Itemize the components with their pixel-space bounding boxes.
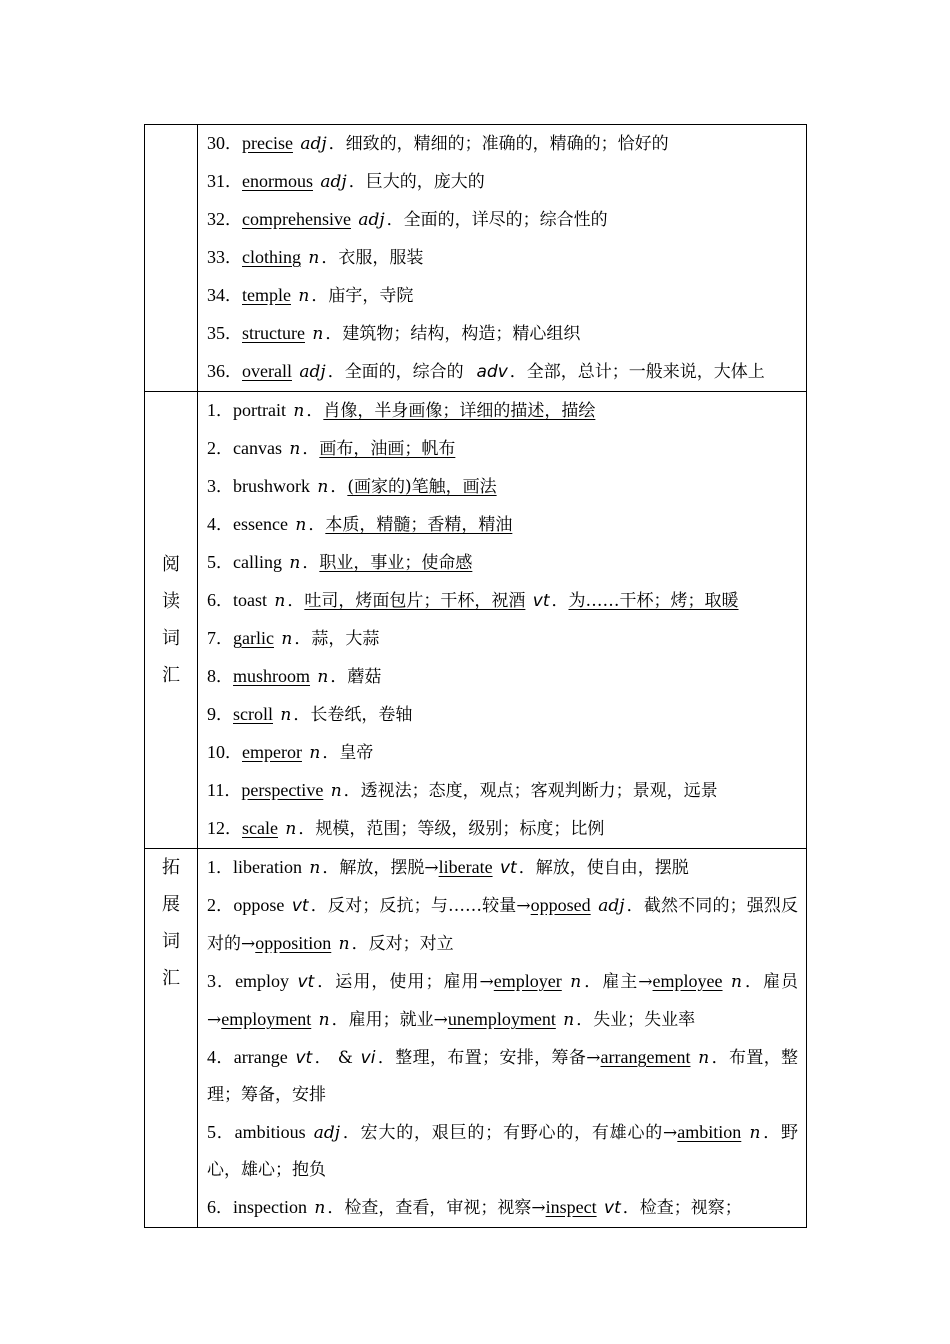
vocab-entry: 12．scale n ．规模，范围；等级，级别；标度；比例 bbox=[207, 818, 605, 839]
vocab-entry: 35．structure n ．建筑物；结构，构造；精心组织 bbox=[207, 323, 581, 344]
vocab-entry: 7．garlic n ．蒜，大蒜 bbox=[207, 628, 380, 649]
vocab-entry: 5．ambitious adj ．宏大的，艰巨的；有野心的，有雄心的→ambition n ．野心，雄心；抱负 bbox=[207, 1122, 798, 1180]
vocab-entry: 6．toast n ．吐司，烤面包片；干杯，祝酒 vt ．为……干杯；烤；取暖 bbox=[207, 590, 739, 611]
vocab-entry: 3．employ vt ．运用，使用；雇用→employer n ．雇主→employee n ．雇员→employment n ．雇用；就业→unemployment n ．失业；失业率 bbox=[207, 971, 798, 1030]
vocabulary-table bbox=[144, 124, 807, 1228]
category-char: 展 bbox=[162, 894, 180, 915]
vocab-entry: 6．inspection n ．检查，查看，审视；视察→inspect vt ．检查；视察； bbox=[207, 1197, 742, 1218]
vocab-entry: 34．temple n ．庙宇，寺院 bbox=[207, 285, 414, 306]
entries-cell bbox=[198, 125, 807, 392]
section-row-continued bbox=[145, 125, 807, 392]
vocab-entry: 4．arrange vt ． & vi ．整理，布置；安排，筹备→arrangement n ．布置，整理；筹备，安排 bbox=[207, 1047, 798, 1105]
category-char: 拓 bbox=[162, 857, 180, 878]
vocab-entry: 2．oppose vt ．反对；反抗；与……较量→opposed adj ．截然不同的；强烈反对的→opposition n ．反对；对立 bbox=[207, 895, 798, 954]
vocab-entry: 5．calling n ．职业，事业；使命感 bbox=[207, 552, 473, 573]
vocab-entry: 10．emperor n ．皇帝 bbox=[207, 742, 374, 763]
category-char: 汇 bbox=[162, 968, 180, 989]
category-char: 阅 bbox=[162, 554, 180, 575]
vocab-entry: 2．canvas n ．画布，油画；帆布 bbox=[207, 438, 456, 459]
section-row-extended-vocab bbox=[145, 849, 807, 1228]
vocab-entry: 30．precise adj ．细致的，精细的；准确的，精确的；恰好的 bbox=[207, 133, 669, 154]
category-char: 读 bbox=[162, 591, 180, 612]
entries-cell bbox=[198, 849, 807, 1228]
vocab-entry: 36．overall adj ．全面的，综合的 adv ．全部，总计；一般来说，大体上 bbox=[207, 361, 765, 382]
category-cell-empty bbox=[145, 125, 198, 392]
vocab-entry: 3．brushwork n ．(画家的)笔触，画法 bbox=[207, 476, 497, 497]
category-char: 词 bbox=[162, 931, 180, 952]
vocab-entry: 33．clothing n ．衣服，服装 bbox=[207, 247, 424, 268]
vocab-entry: 9．scroll n ．长卷纸，卷轴 bbox=[207, 704, 413, 725]
entries-cell bbox=[198, 392, 807, 849]
section-row-reading-vocab bbox=[145, 392, 807, 849]
vocab-entry: 1．portrait n ．肖像，半身画像；详细的描述，描绘 bbox=[207, 400, 596, 421]
category-cell-extended bbox=[145, 849, 198, 1228]
vocab-entry: 1．liberation n ．解放，摆脱→liberate vt ．解放，使自由，摆脱 bbox=[207, 857, 689, 878]
vocab-entry: 32．comprehensive adj ．全面的，详尽的；综合性的 bbox=[207, 209, 608, 230]
category-cell-reading bbox=[145, 392, 198, 849]
category-char: 词 bbox=[162, 628, 180, 649]
vocab-entry: 4．essence n ．本质，精髓；香精，精油 bbox=[207, 514, 513, 535]
vocab-entry: 11．perspective n ．透视法；态度，观点；客观判断力；景观，远景 bbox=[207, 780, 718, 801]
vocab-entry: 31．enormous adj ．巨大的，庞大的 bbox=[207, 171, 485, 192]
vocab-entry: 8．mushroom n ．蘑菇 bbox=[207, 666, 382, 687]
category-char: 汇 bbox=[162, 665, 180, 686]
